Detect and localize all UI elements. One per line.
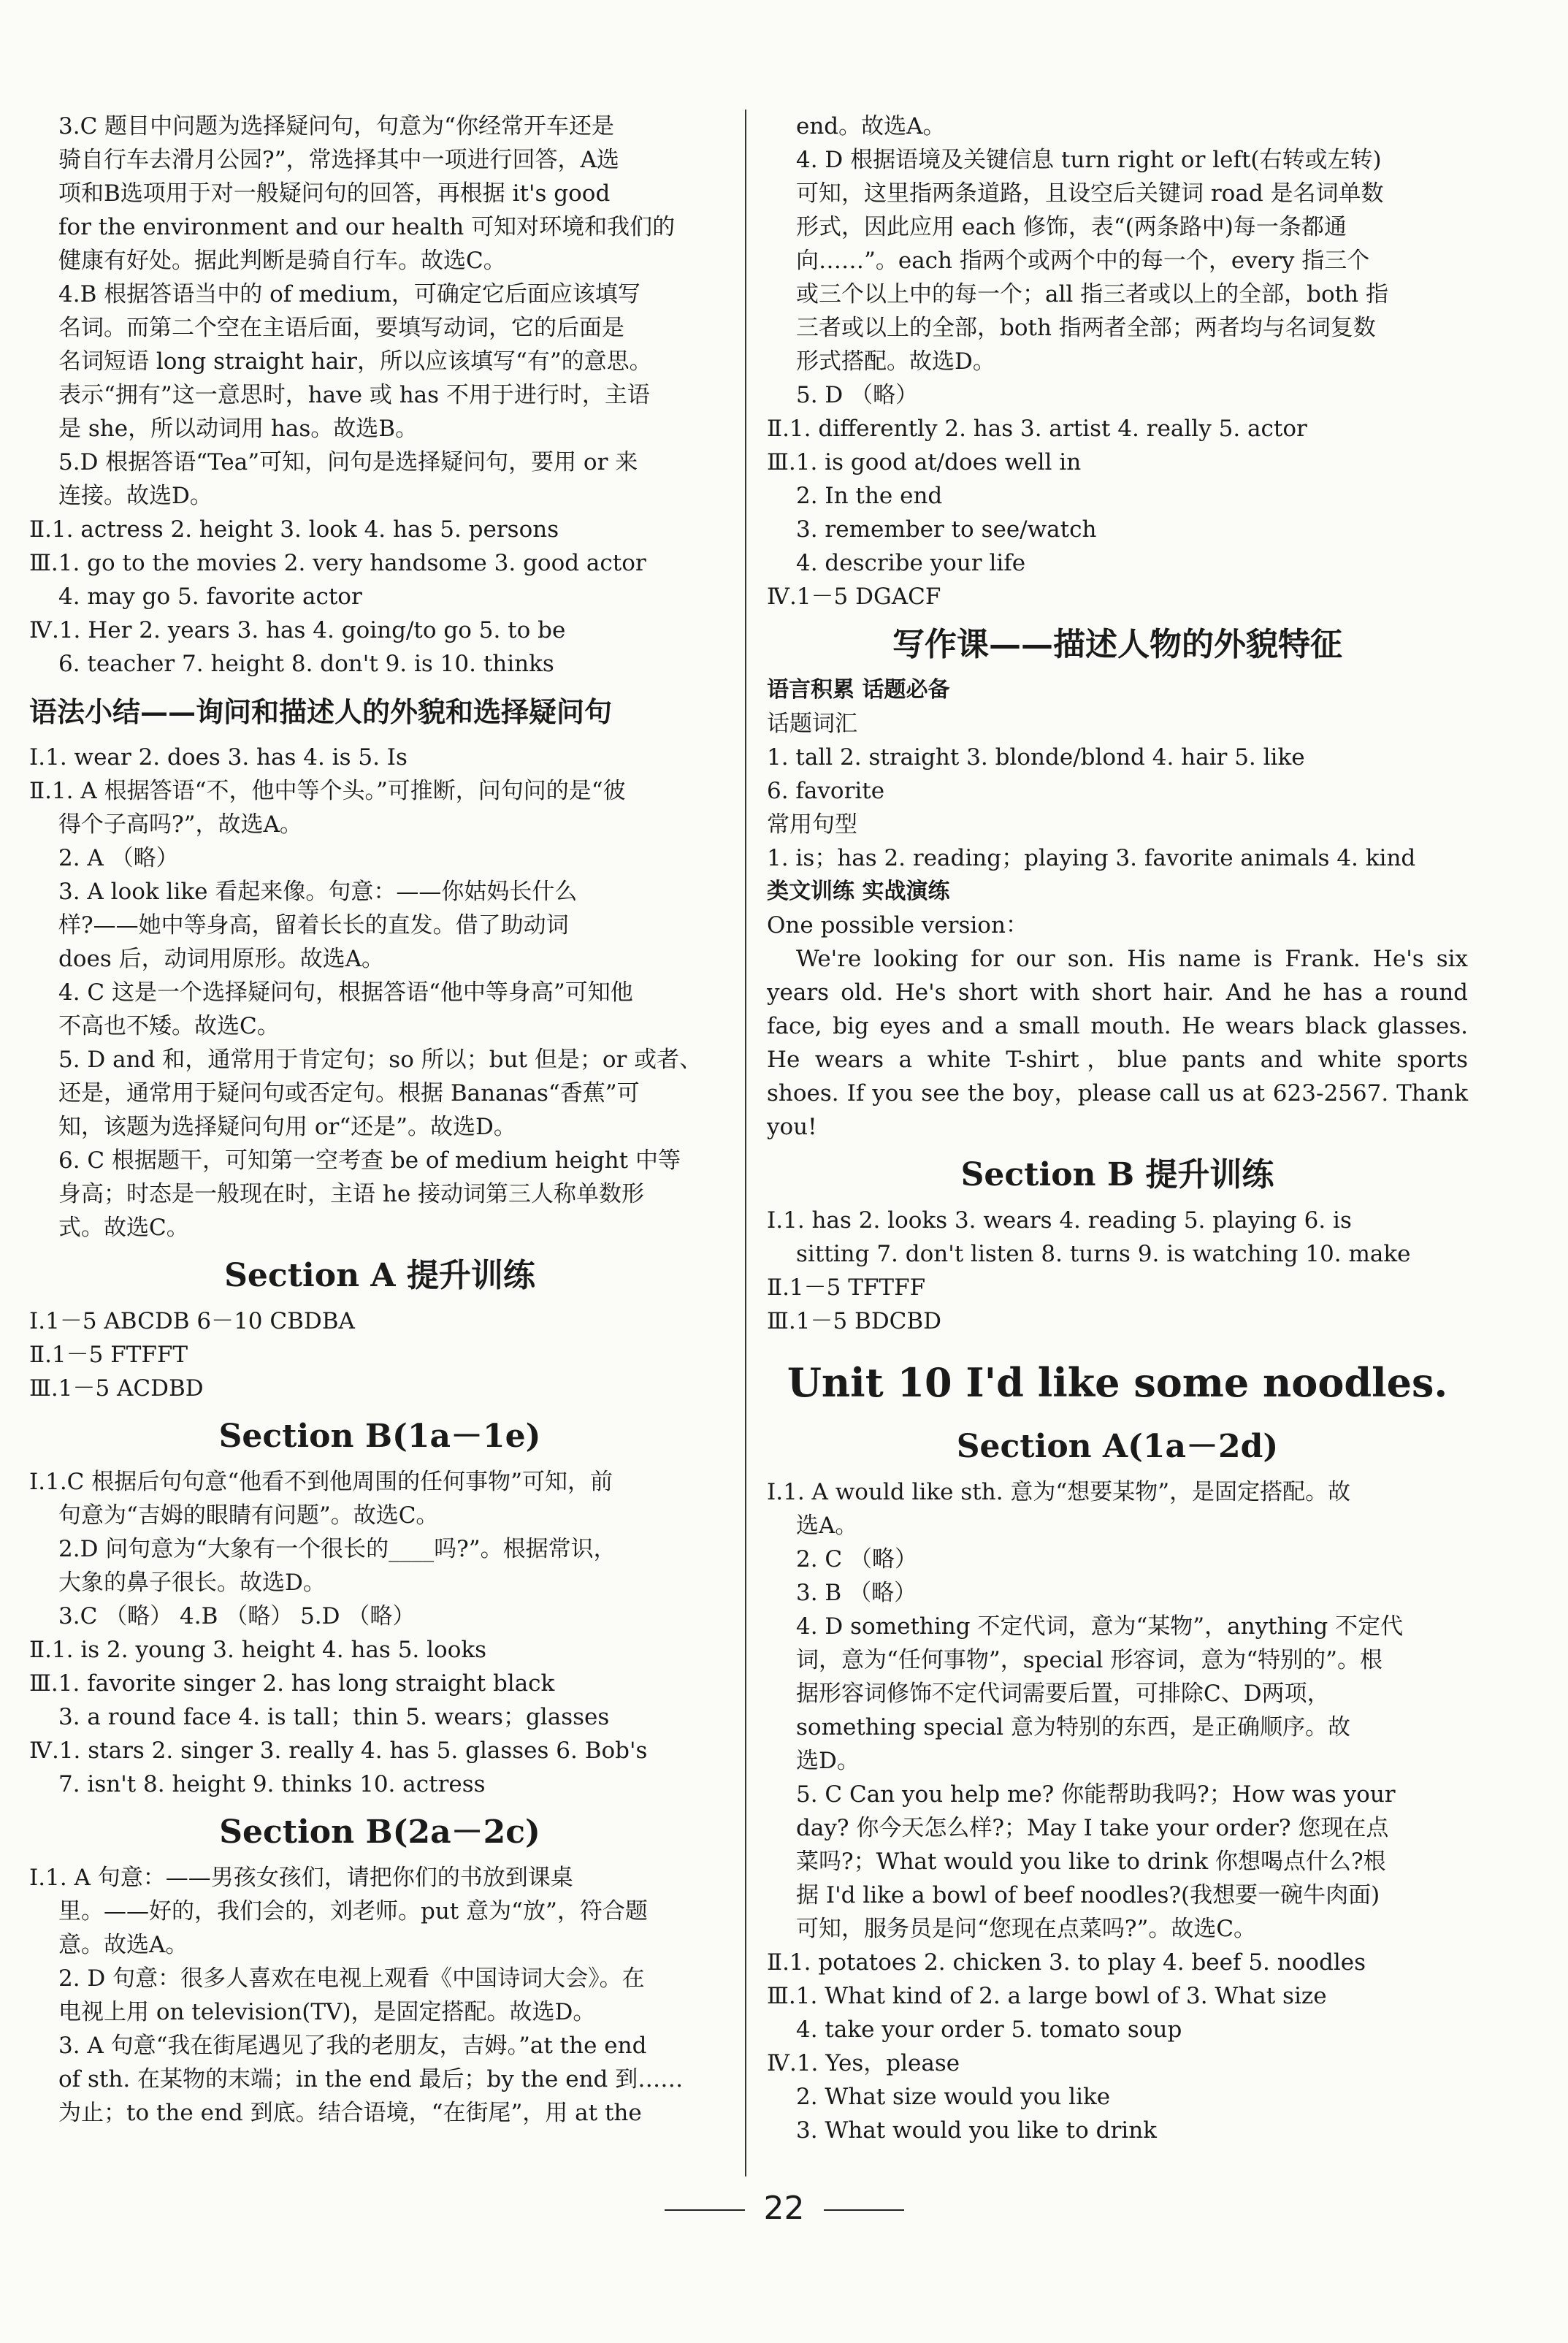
answer-line: Ⅲ.1. is good at/does well in <box>767 449 1082 475</box>
answer-line: 2. D 句意：很多人喜欢在电视上观看《中国诗词大会》。在 <box>58 1965 645 1992</box>
answer-line: Ⅲ.1－5 ACDBD <box>29 1375 204 1402</box>
answer-line: 样?——她中等身高，留着长长的直发。借了助动词 <box>58 912 569 939</box>
answer-line: 3. remember to see/watch <box>796 516 1097 543</box>
answer-line: 形式，因此应用 each 修饰，表“(两条路中)每一条都通 <box>796 214 1347 240</box>
answer-line: 得个子高吗?”，故选A。 <box>58 811 302 838</box>
answer-line: 4. take your order 5. tomato soup <box>796 2017 1182 2043</box>
answer-line: Ⅱ.1－5 TFTFF <box>767 1274 926 1301</box>
answer-line: 健康有好处。据此判断是骑自行车。故选C。 <box>58 248 506 274</box>
answer-line: 可知，这里指两条道路，且设空后关键词 road 是名词单数 <box>796 180 1384 207</box>
answer-line: Ⅳ.1. Yes，please <box>767 2050 960 2076</box>
section-heading: 写作课——描述人物的外貌特征 <box>892 626 1342 663</box>
section-heading: 语法小结——询问和描述人的外貌和选择疑问句 <box>29 695 613 728</box>
answer-line: 身高；时态是一般现在时，主语 he 接动词第三人称单数形 <box>58 1181 645 1207</box>
answer-line: 菜吗?；What would you like to drink 你想喝点什么?根 <box>796 1849 1386 1875</box>
answer-line: 3. a round face 4. is tall；thin 5. wears；glasses <box>58 1704 610 1730</box>
answer-line: 大象的鼻子很长。故选D。 <box>58 1570 326 1596</box>
answer-line: 4. describe your life <box>796 550 1026 576</box>
answer-line: 是 she，所以动词用 has。故选B。 <box>58 416 418 442</box>
answer-line: Ⅰ.1. A 句意：——男孩女孩们，请把你们的书放到课桌 <box>29 1865 573 1891</box>
answer-line: 4. D something 不定代词，意为“某物”，anything 不定代 <box>796 1613 1404 1640</box>
section-heading: Section A 提升训练 <box>224 1257 535 1294</box>
answer-line: Ⅰ.1. has 2. looks 3. wears 4. reading 5. playing 6. is <box>767 1207 1352 1234</box>
answer-line: 据 I'd like a bowl of beef noodles?(我想要一碗牛肉面) <box>796 1882 1380 1908</box>
answer-line: Ⅲ.1. go to the movies 2. very handsome 3. good actor <box>29 550 646 576</box>
answer-line: 选D。 <box>796 1748 860 1774</box>
answer-line: 形式搭配。故选D。 <box>796 348 995 375</box>
answer-line: 常用句型 <box>767 811 857 838</box>
answer-line: Ⅲ.1－5 BDCBD <box>767 1308 942 1334</box>
answer-line: One possible version： <box>767 912 1028 939</box>
answer-line: 3. What would you like to drink <box>796 2117 1157 2144</box>
answer-line: Ⅲ.1. favorite singer 2. has long straight black <box>29 1670 555 1697</box>
sample-essay: We're looking for our son. His name is Frank. He's six years old. He's short with short hair. And he has a round face, big eyes and a small mouth. He wears black glasses. He wears a white T-shirt，blue pants and white sports shoes. If you see the boy，please call us at 623-2567. Thank you! <box>767 946 1468 1140</box>
answer-line: 可知，服务员是问“您现在点菜吗?”。故选C。 <box>796 1916 1257 1942</box>
answer-line: 3. A look like 看起来像。句意：——你姑妈长什么 <box>58 879 578 905</box>
answer-line: day? 你今天怎么样?；May I take your order? 您现在点 <box>796 1815 1389 1841</box>
answer-line: 据形容词修饰不定代词需要后置，可排除C、D两项， <box>796 1681 1330 1707</box>
answer-line: 连接。故选D。 <box>58 483 213 509</box>
answer-line: 3. B （略） <box>796 1580 917 1606</box>
answer-line: 向……”。each 指两个或两个中的每一个，every 指三个 <box>796 248 1370 274</box>
answer-line: 句意为“吉姆的眼睛有问题”。故选C。 <box>58 1502 439 1529</box>
answer-line: end。故选A。 <box>796 113 946 139</box>
answer-line: 6. favorite <box>767 778 885 804</box>
answer-line: 2. A （略） <box>58 845 179 871</box>
answer-line: Ⅱ.1. actress 2. height 3. look 4. has 5. persons <box>29 516 559 543</box>
answer-line: Ⅳ.1－5 DGACF <box>767 584 941 610</box>
answer-line: 还是，通常用于疑问句或否定句。根据 Bananas“香蕉”可 <box>58 1080 640 1106</box>
answer-line: 话题词汇 <box>767 711 857 737</box>
answer-line: Ⅰ.1. wear 2. does 3. has 4. is 5. Is <box>29 744 408 771</box>
answer-line: 5. D and 和，通常用于肯定句；so 所以；but 但是；or 或者、 <box>58 1047 703 1073</box>
answer-line: 三者或以上的全部，both 指两者全部；两者均与名词复数 <box>796 315 1376 341</box>
answer-line: 5. D （略） <box>796 382 919 408</box>
answer-line: Ⅰ.1－5 ABCDB 6－10 CBDBA <box>29 1308 355 1334</box>
answer-line: 4. D 根据语境及关键信息 turn right or left(右转或左转) <box>796 147 1382 173</box>
section-heading: Unit 10 I'd like some noodles. <box>787 1359 1448 1406</box>
answer-line: Ⅱ.1. A 根据答语“不，他中等个头。”可推断，问句问的是“彼 <box>29 778 626 804</box>
answer-line: Ⅱ.1. potatoes 2. chicken 3. to play 4. beef 5. noodles <box>767 1949 1366 1976</box>
answer-line: 3. A 句意“我在街尾遇见了我的老朋友，吉姆。”at the end <box>58 2033 647 2059</box>
answer-line: Ⅱ.1. differently 2. has 3. artist 4. really 5. actor <box>767 416 1307 442</box>
answer-line: 5.D 根据答语“Tea”可知，问句是选择疑问句，要用 or 来 <box>58 449 638 475</box>
answer-line: Ⅱ.1－5 FTFFT <box>29 1342 188 1368</box>
answer-line: 7. isn't 8. height 9. thinks 10. actress <box>58 1771 486 1797</box>
answer-line: 或三个以上中的每一个；all 指三者或以上的全部，both 指 <box>796 281 1388 307</box>
answer-line: 1. tall 2. straight 3. blonde/blond 4. hair 5. like <box>767 744 1305 771</box>
answer-line: Ⅱ.1. is 2. young 3. height 4. has 5. looks <box>29 1637 487 1663</box>
answer-line: 不高也不矮。故选C。 <box>58 1013 280 1039</box>
answer-line: sitting 7. don't listen 8. turns 9. is watching 10. make <box>796 1241 1411 1267</box>
answer-line: 2. C （略） <box>796 1546 918 1572</box>
answer-line: Ⅰ.1.C 根据后句句意“他看不到他周围的任何事物”可知，前 <box>29 1469 613 1495</box>
answer-line: 里。——好的，我们会的，刘老师。put 意为“放”，符合题 <box>58 1898 648 1925</box>
answer-line: 知，该题为选择疑问句用 or“还是”。故选D。 <box>58 1114 516 1140</box>
answer-line: 项和B选项用于对一般疑问句的回答，再根据 it's good <box>58 180 611 207</box>
answer-line: does 后，动词用原形。故选A。 <box>58 946 385 972</box>
answer-line: 3.C （略） 4.B （略） 5.D （略） <box>58 1603 416 1629</box>
answer-line: 名词短语 long straight hair，所以应该填写“有”的意思。 <box>58 348 652 375</box>
answer-line: 4.B 根据答语当中的 of medium，可确定它后面应该填写 <box>58 281 640 307</box>
answer-line: 2.D 问句意为“大象有一个很长的____吗?”。根据常识， <box>58 1536 616 1562</box>
answer-line: 4. may go 5. favorite actor <box>58 584 362 610</box>
answer-line: for the environment and our health 可知对环境和我们的 <box>58 214 676 240</box>
answer-line: 4. C 这是一个选择疑问句，根据答语“他中等身高”可知他 <box>58 979 633 1006</box>
answer-line: 词，意为“任何事物”，special 形容词，意为“特别的”。根 <box>796 1647 1383 1673</box>
section-heading: Section A(1a－2d) <box>956 1428 1279 1465</box>
answer-line: 为止；to the end 到底。结合语境，“在街尾”，用 at the <box>58 2100 642 2126</box>
sub-heading: 语言积累 话题必备 <box>767 677 950 703</box>
answer-line: 2. What size would you like <box>796 2084 1111 2110</box>
answer-line: Ⅳ.1. Her 2. years 3. has 4. going/to go 5. to be <box>29 617 566 643</box>
answer-line: 5. C Can you help me? 你能帮助我吗?；How was your <box>796 1781 1396 1808</box>
answer-line: 表示“拥有”这一意思时，have 或 has 不用于进行时，主语 <box>58 382 650 408</box>
right-column <box>767 110 1468 2147</box>
answer-line: 选A。 <box>796 1513 858 1539</box>
section-heading: Section B(1a－1e) <box>218 1418 541 1455</box>
answer-line: 电视上用 on television(TV)，是固定搭配。故选D。 <box>58 1999 596 2025</box>
column-divider <box>745 110 746 2176</box>
answer-line: 1. is；has 2. reading；playing 3. favorite animals 4. kind <box>767 845 1416 871</box>
section-heading: Section B(2a－2c) <box>219 1813 540 1851</box>
page-number: 22 <box>0 2190 1568 2227</box>
answer-line: 意。故选A。 <box>58 1932 188 1958</box>
answer-line: Ⅲ.1. What kind of 2. a large bowl of 3. What size <box>767 1983 1327 2009</box>
answer-line: Ⅰ.1. A would like sth. 意为“想要某物”，是固定搭配。故 <box>767 1479 1351 1505</box>
section-heading: Section B 提升训练 <box>960 1156 1274 1193</box>
left-column <box>29 110 730 2130</box>
answer-line: 式。故选C。 <box>58 1215 189 1241</box>
answer-line: Ⅳ.1. stars 2. singer 3. really 4. has 5. glasses 6. Bob's <box>29 1738 648 1764</box>
sub-heading: 类文训练 实战演练 <box>767 879 950 904</box>
answer-line: 6. teacher 7. height 8. don't 9. is 10. thinks <box>58 651 554 677</box>
answer-line: 骑自行车去滑月公园?”，常选择其中一项进行回答，A选 <box>58 147 619 173</box>
answer-line: 6. C 根据题干，可知第一空考查 be of medium height 中等 <box>58 1147 681 1174</box>
answer-line: 2. In the end <box>796 483 943 509</box>
answer-line: 名词。而第二个空在主语后面，要填写动词，它的后面是 <box>58 315 624 341</box>
answer-line: something special 意为特别的东西，是正确顺序。故 <box>796 1714 1350 1740</box>
answer-line: 3.C 题目中问题为选择疑问句，句意为“你经常开车还是 <box>58 113 614 139</box>
answer-line: of sth. 在某物的末端；in the end 最后；by the end 到…… <box>58 2066 684 2092</box>
